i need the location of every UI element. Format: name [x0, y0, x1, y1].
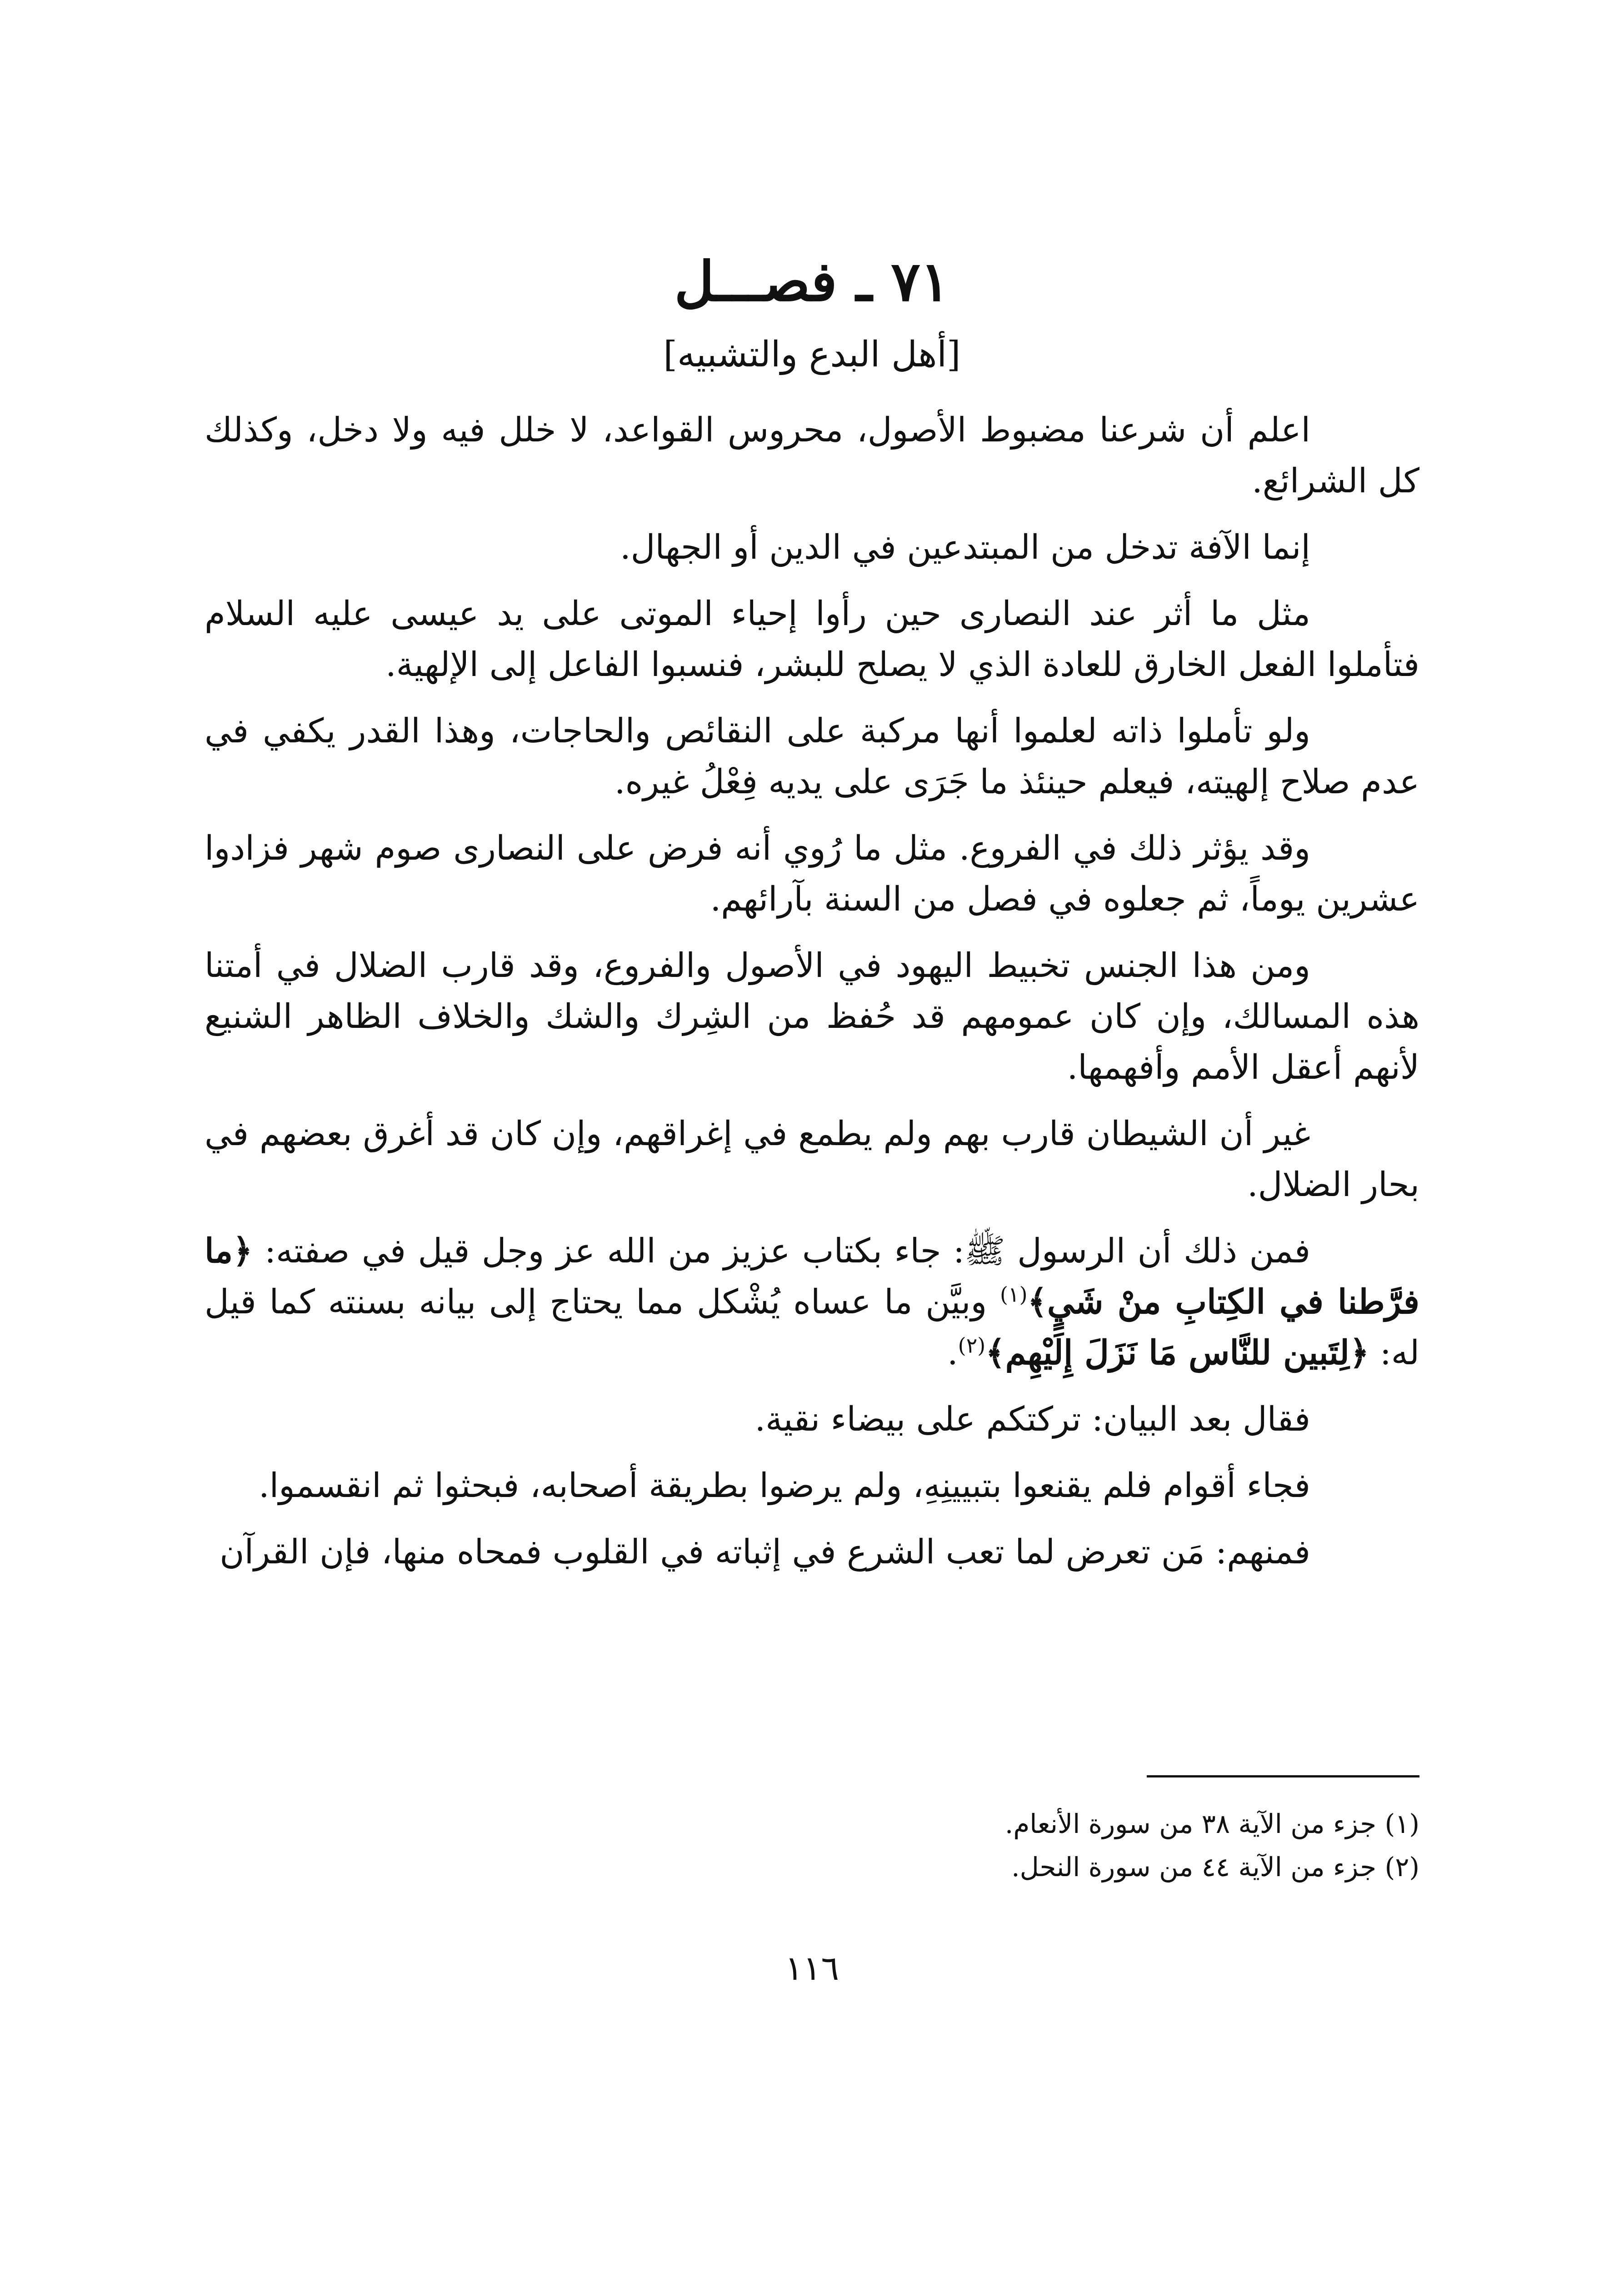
- page-number: ١١٦: [785, 1949, 839, 1988]
- footnote-ref-2: (٢): [958, 1333, 986, 1358]
- paragraph-4: ولو تأملوا ذاته لعلموا أنها مركبة على النقائص والحاجات، وهذا القدر يكفي في عدم صلاح إلهيته، فيعلم حينئذ ما جَرَى على يديه فِعْلُ غيره.: [205, 711, 1419, 801]
- chapter-heading: ٧١ ـ فصـــل: [674, 250, 950, 314]
- paragraph-9: فقال بعد البيان: تركتكم على بيضاء نقية.: [755, 1400, 1310, 1439]
- paragraph-6: ومن هذا الجنس تخبيط اليهود في الأصول والفروع، وقد قارب الضلال في أمتنا هذه المسالك، وإن كان عمومهم قد حُفظ من الشِرك والشك والخلاف الظاهر الشنيع لأنهم أعقل الأمم وأفهمها.: [205, 946, 1419, 1087]
- body-text: [205, 405, 1419, 1593]
- quran-quote-1: ﴿ما فرَّطنا في الكِتابِ منْ شَيٍ﴾: [205, 1232, 1419, 1322]
- paragraph-8-part-1: فمن ذلك أن الرسول ﷺ: جاء بكتاب عزيز من الله عز وجل قيل في صفته:: [252, 1232, 1310, 1271]
- paragraph-1: اعلم أن شرعنا مضبوط الأصول، محروس القواعد، لا خلل فيه ولا دخل، وكذلك كل الشرائع.: [205, 411, 1419, 501]
- footnote-2: (٢) جزء من الآية ٤٤ من سورة النحل.: [1011, 1852, 1419, 1882]
- chapter-subheading: [أهل البدع والتشبيه]: [663, 334, 961, 375]
- footnotes: [205, 1802, 1419, 1889]
- paragraph-5: وقد يؤثر ذلك في الفروع. مثل ما رُوي أنه فرض على النصارى صوم شهر فزادوا عشرين يوماً، ثم جعلوه في فصل من السنة بآرائهم.: [205, 829, 1419, 919]
- paragraph-7: غير أن الشيطان قارب بهم ولم يطمع في إغراقهم، وإن كان قد أغرق بعضهم في بحار الضلال.: [205, 1114, 1419, 1204]
- paragraph-8: [205, 1226, 1419, 1378]
- footnote-1: (١) جزء من الآية ٣٨ من سورة الأنعام.: [1004, 1808, 1419, 1839]
- quran-quote-2: ﴿لِتَبين للنَّاس مَا نَزَلَ إِلَيْهِم﴾: [985, 1333, 1369, 1372]
- footnote-divider: [1147, 1775, 1419, 1777]
- paragraph-11: فمنهم: مَن تعرض لما تعب الشرع في إثباته في القلوب فمحاه منها، فإن القرآن: [220, 1532, 1310, 1572]
- paragraph-2: إنما الآفة تدخل من المبتدعين في الدين أو الجهال.: [620, 528, 1310, 567]
- paragraph-8-part-3: .: [947, 1333, 958, 1372]
- paragraph-10: فجاء أقوام فلم يقنعوا بتبيينِهِ، ولم يرضوا بطريقة أصحابه، فبحثوا ثم انقسموا.: [259, 1466, 1310, 1505]
- paragraph-8-part-2: وبيَّن ما عساه يُشْكل مما يحتاج إلى بيانه بسنته كما قيل له:: [205, 1282, 1419, 1372]
- footnote-ref-1: (١): [999, 1282, 1028, 1307]
- paragraph-3: مثل ما أثر عند النصارى حين رأوا إحياء الموتى على يد عيسى عليه السلام فتأملوا الفعل الخارق للعادة الذي لا يصلح للبشر، فنسبوا الفاعل إلى الإلهية.: [205, 594, 1419, 684]
